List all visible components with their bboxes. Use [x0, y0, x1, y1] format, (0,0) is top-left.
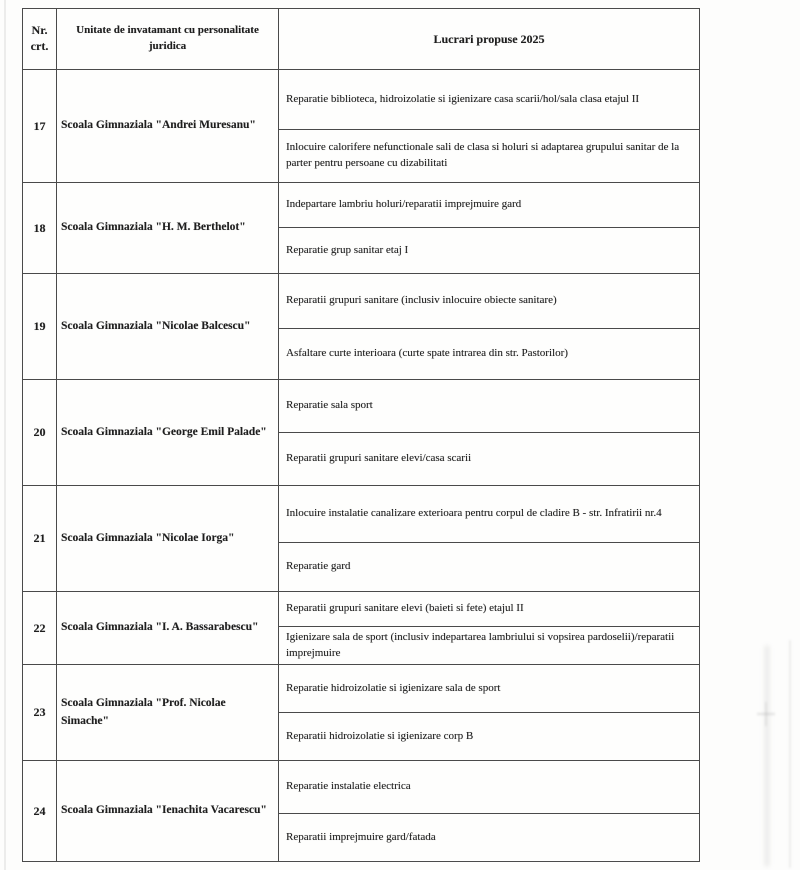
work-item-cell: Reparatii grupuri sanitare (inclusiv inlocuire obiecte sanitare) [279, 274, 699, 329]
scan-shadow-artifact [764, 645, 770, 867]
row-number-cell: 21 [23, 486, 57, 591]
row-number-cell: 23 [23, 665, 57, 760]
work-item-cell: Inlocuire instalatie canalizare exterioara pentru corpul de cladire B - str. Infratirii nr.4 [279, 486, 699, 543]
table-row [23, 69, 699, 182]
works-cell [279, 274, 699, 379]
work-item-cell: Igienizare sala de sport (inclusiv indepartarea lambriului si vopsirea pardoselii)/reparatii imprejmuire [286, 630, 675, 659]
table-header-row [23, 9, 699, 69]
works-cell [279, 183, 699, 273]
scan-smudge-artifact [757, 702, 775, 726]
row-number-cell: 17 [23, 70, 57, 182]
school-name-cell: Scoala Gimnaziala "Nicolae Iorga" [57, 486, 279, 591]
work-item-cell: Reparatie gard [286, 560, 351, 573]
work-item-cell: Inlocuire calorifere nefunctionale sali de clasa si holuri si adaptarea grupului sanitar de la parter pentru persoane cu dizabilitati [286, 141, 680, 169]
works-cell [279, 761, 699, 861]
work-item-cell: Reparatie hidroizolatie si igienizare sala de sport [279, 665, 699, 713]
row-number-cell: 24 [23, 761, 57, 861]
work-item-cell: Asfaltare curte interioara (curte spate intrarea din str. Pastorilor) [286, 347, 568, 360]
school-name-cell: Scoala Gimnaziala "Ienachita Vacarescu" [57, 761, 279, 861]
work-item-cell: Reparatie sala sport [279, 380, 699, 433]
header-nr: Nr. crt. [23, 9, 57, 69]
scan-edge-artifact [4, 0, 6, 870]
table-row [23, 273, 699, 379]
table-row [23, 485, 699, 591]
work-item-cell: Reparatie grup sanitar etaj I [286, 243, 409, 256]
school-name-cell: Scoala Gimnaziala "Andrei Muresanu" [57, 70, 279, 182]
header-school: Unitate de invatamant cu personalitate juridica [57, 9, 279, 69]
works-cell [279, 70, 699, 182]
school-name-cell: Scoala Gimnaziala "George Emil Palade" [57, 380, 279, 485]
row-number-cell: 22 [23, 592, 57, 664]
school-name-cell: Scoala Gimnaziala "I. A. Bassarabescu" [57, 592, 279, 664]
table-row [23, 379, 699, 485]
table-row [23, 182, 699, 273]
school-name-cell: Scoala Gimnaziala "Prof. Nicolae Simache" [57, 665, 279, 760]
works-cell [279, 486, 699, 591]
row-number-cell: 18 [23, 183, 57, 273]
table-row [23, 664, 699, 760]
works-cell [279, 665, 699, 760]
works-cell [279, 380, 699, 485]
row-number-cell: 20 [23, 380, 57, 485]
work-item-cell: Reparatii hidroizolatie si igienizare corp B [286, 729, 474, 742]
table-row [23, 591, 699, 664]
scan-shadow-artifact [789, 640, 791, 868]
work-item-cell: Reparatii imprejmuire gard/fatada [286, 830, 436, 843]
school-name-cell: Scoala Gimnaziala "Nicolae Balcescu" [57, 274, 279, 379]
works-table [22, 8, 700, 862]
work-item-cell: Reparatii grupuri sanitare elevi (baieti si fete) etajul II [279, 592, 699, 627]
work-item-cell: Indepartare lambriu holuri/reparatii imprejmuire gard [279, 183, 699, 228]
header-works: Lucrari propuse 2025 [433, 31, 545, 46]
table-row [23, 760, 699, 861]
works-cell [279, 592, 699, 664]
row-number-cell: 19 [23, 274, 57, 379]
work-item-cell: Reparatii grupuri sanitare elevi/casa scarii [286, 452, 472, 465]
school-name-cell: Scoala Gimnaziala "H. M. Berthelot" [57, 183, 279, 273]
work-item-cell: Reparatie instalatie electrica [279, 761, 699, 814]
work-item-cell: Reparatie biblioteca, hidroizolatie si igienizare casa scarii/hol/sala clasa etajul II [279, 70, 699, 130]
